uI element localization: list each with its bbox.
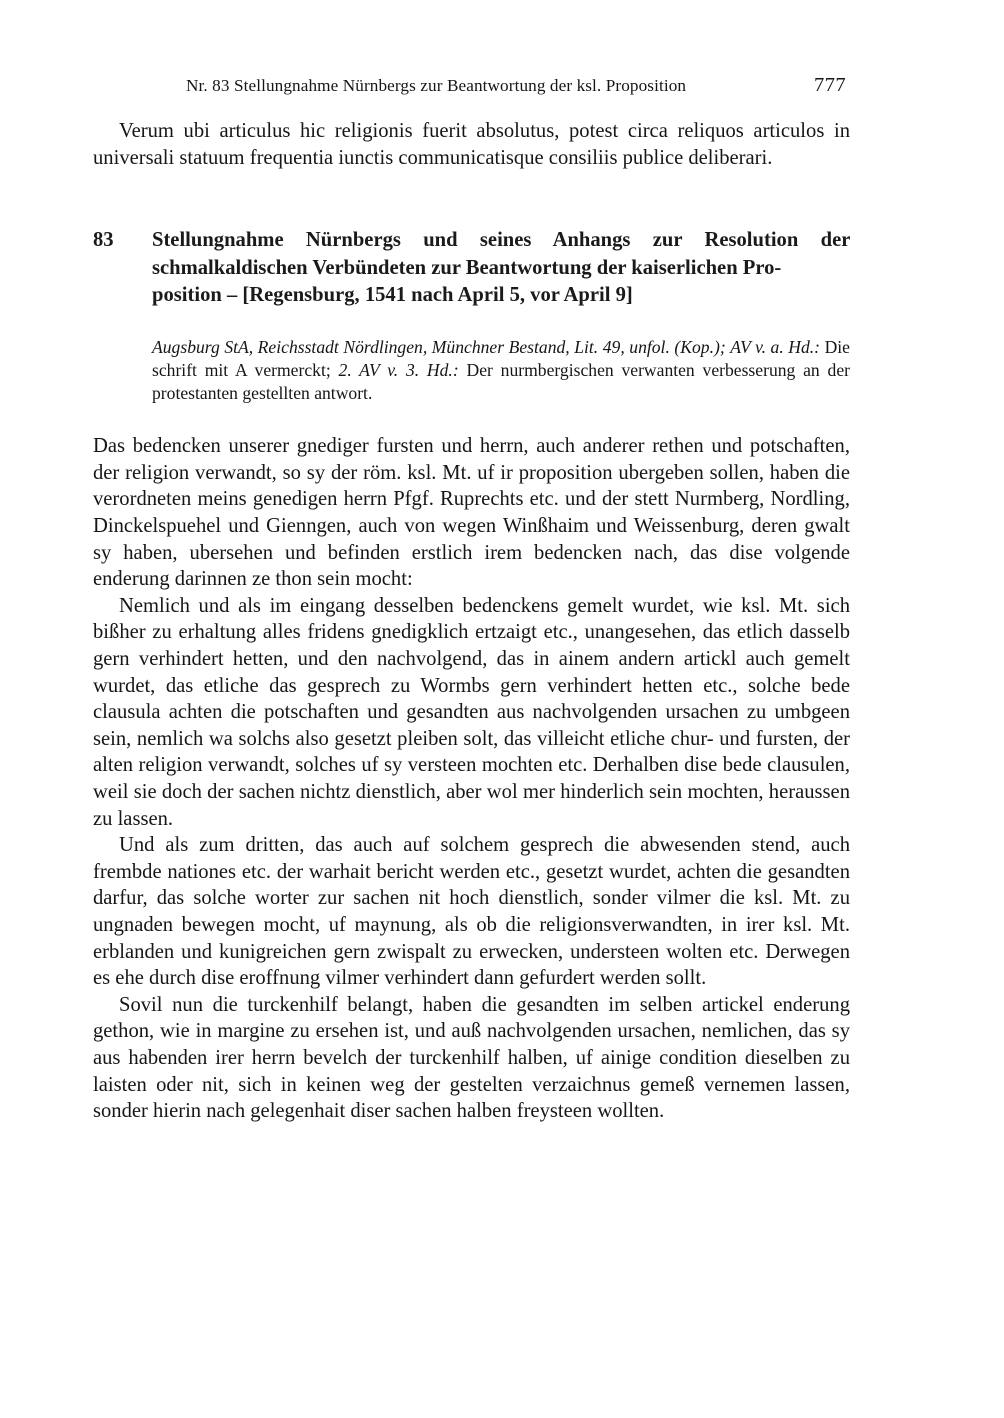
body-paragraph: Nemlich und als im eingang desselben bedenckens gemelt wurdet, wie ksl. Mt. sich bißher zu erhaltung alles fridens gnedigklich ertzaigt etc., unangesehen, das etlich dasselb gern verhindert hetten, und den nachvolgend, das in ainem andern artickl auch gemelt wurdet, das etliche das gesprech zu Wormbs gern verhindert hetten etc., solche bede clausula achten die potschaften und gesandten aus nachvolgenden ursachen zu umbgeen sein, nemlich wa solchs also gesetzt pleiben solt, das villeicht etliche chur- und fursten, der alten religion verwandt, solches uf sy versteen mochten etc. Derhalben dise bede clausulen, weil sie doch der sachen nichtz dienstlich, aber wol mer hinderlich sein mochten, heraussen zu lassen. [93, 594, 850, 830]
body-paragraph: Sovil nun die turckenhilf belangt, haben die gesandten im selben artickel enderung gethon, wie in margine zu ersehen ist, und auß nachvolgenden ursachen, nemlichen, das sy aus habenden irer herrn bevelch der turckenhilf halben, uf ainige condition dieselben zu laisten oder nit, sich in keinen weg der gestelten verzaichnus gemeß vernemen lassen, sonder hierin nach gelegenhait diser sachen halben freysteen wollten. [93, 993, 850, 1123]
text-block [93, 118, 850, 1125]
source-note [152, 336, 850, 406]
heading-title [152, 227, 850, 310]
source-hand-1-text: Die schrift mit A vermerckt; [152, 336, 850, 380]
heading-title-line-1: Stellungnahme Nürnbergs und seines Anhangs zur Resolution der [152, 229, 850, 252]
page-number: 777 [814, 74, 846, 96]
heading-title-line-3: position – [Regensburg, 1541 nach April 5, vor April 9] [152, 284, 633, 307]
heading-title-line-2: schmalkaldischen Verbündeten zur Beantwortung der kaiserlichen Pro- [152, 256, 782, 279]
running-header-title: Nr. 83 Stellungnahme Nürnbergs zur Beantwortung der ksl. Proposition [186, 76, 687, 95]
running-header [186, 74, 846, 97]
source-hand-2-text: Der nurmbergischen verwanten verbesserung an der protestanten gestellten antwort. [152, 359, 850, 404]
document-heading [93, 227, 850, 310]
source-hand-1-label: AV v. a. Hd.: [730, 336, 821, 357]
heading-number: 83 [93, 229, 114, 252]
body-section [93, 433, 850, 1124]
body-paragraph: Das bedencken unserer gnediger fursten und herrn, auch anderer rethen und potschaften, der religion verwandt, so sy der röm. ksl. Mt. uf ir proposition ubergeben sollen, haben die verordneten meins genedigen herrn Pfgf. Ruprechts etc. und der stett Nurmberg, Nordling, Dinckelspuehel und Gienngen, auch von wegen Winßhaim und Weissenburg, deren gwalt sy haben, ubersehen und befinden erstlich irem bedencken nach, das dise volgende enderung darinnen ze thon sein mocht: [93, 435, 850, 591]
source-hand-2-label: 2. AV v. 3. Hd.: [338, 359, 459, 380]
source-archive-reference: Augsburg StA, Reichsstadt Nördlingen, Münchner Bestand, Lit. 49, unfol. (Kop.); [152, 336, 726, 357]
body-paragraph: Und als zum dritten, das auch auf solchem gesprech die abwesenden stend, auch frembde nationes etc. der warhait bericht werden etc., gesetzt wurdet, achten die gesandten darfur, das solche worter zur sachen nit hoch dienstlich, sonder vilmer die ksl. Mt. zu ungnaden bewegen mocht, uf maynung, als ob die religionsverwandten, in irer ksl. Mt. erblanden und kunigreichen gern zwispalt zu erwecken, understeen wolten etc. Derwegen es ehe durch dise eroffnung vilmer verhindert dann gefurdert werden sollt. [93, 834, 850, 990]
opening-latin-paragraph: Verum ubi articulus hic religionis fuerit absolutus, potest circa reliquos articulos in universali statuum frequentia iunctis communicatisque consiliis publice deliberari. [93, 120, 850, 169]
